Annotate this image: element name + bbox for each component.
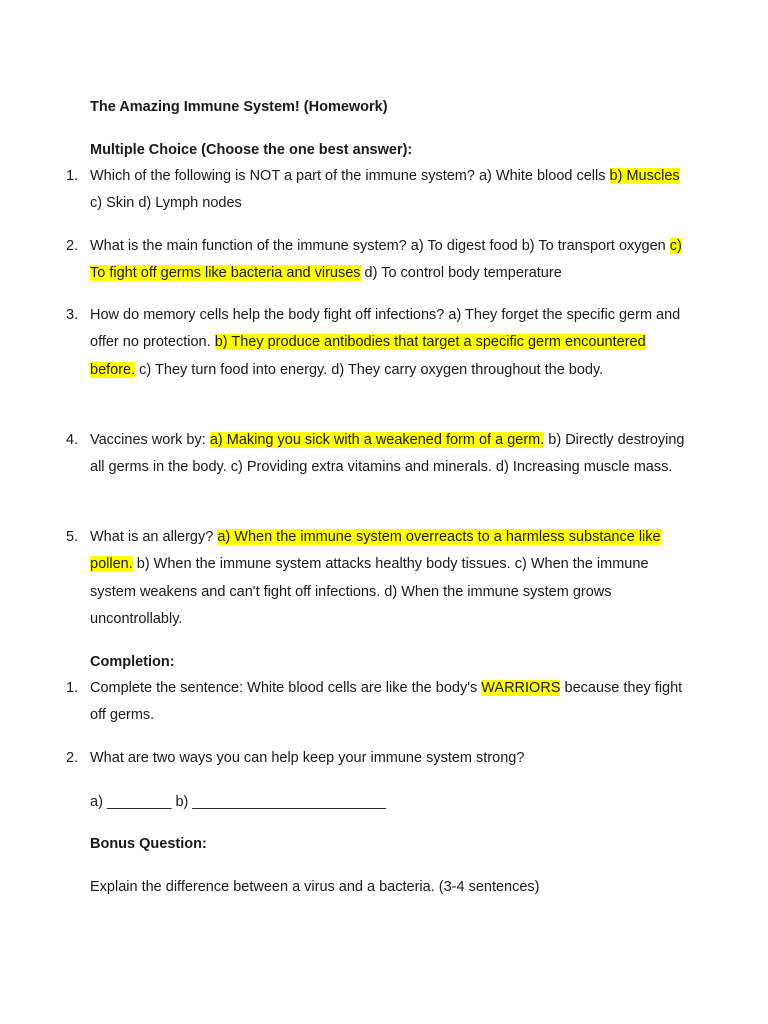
- question-number: 5.: [66, 529, 79, 545]
- highlighted-answer: a) When the immune system overreacts to a harmless substance like pollen.: [90, 529, 661, 573]
- question-text: [90, 427, 686, 482]
- question-number: 3.: [66, 307, 79, 323]
- question-number: 2.: [66, 238, 79, 254]
- highlighted-answer: WARRIORS: [481, 680, 561, 696]
- question-text-part: Which of the following is NOT a part of the immune system? a) White blood cells: [90, 168, 610, 184]
- question-text-part: c) Skin d) Lymph nodes: [90, 195, 242, 212]
- question-text-part: What are two ways you can help keep your immune system strong?: [90, 750, 525, 766]
- multiple-choice-heading: Multiple Choice (Choose the one best answer):: [90, 142, 413, 158]
- question-text: [90, 302, 686, 384]
- question-text: [90, 524, 686, 633]
- question-text-part: b) When the immune system attacks healthy body tissues. c) When the immune system weakens and can't fight off infections. d) When the immune system grows uncontrollably.: [90, 556, 649, 627]
- question-number: 4.: [66, 432, 79, 448]
- highlighted-answer: a) Making you sick with a weakened form of a germ.: [209, 432, 545, 448]
- bonus-heading: Bonus Question:: [90, 836, 207, 852]
- question-text: [90, 163, 686, 218]
- answer-blank-line: a) ________ b) ________________________: [90, 794, 386, 810]
- question-text-part: c) They turn food into energy. d) They carry oxygen throughout the body.: [135, 361, 604, 378]
- completion-heading: Completion:: [90, 654, 175, 670]
- highlighted-answer: c) To fight off germs like bacteria and viruses: [90, 238, 682, 282]
- question-number: 2.: [66, 750, 79, 766]
- highlighted-answer: b) Muscles: [609, 168, 680, 184]
- question-text-part: d) To control body temperature: [360, 265, 562, 282]
- bonus-question-text: Explain the difference between a virus and a bacteria. (3-4 sentences): [90, 879, 540, 895]
- question-text-part: b) Directly destroying all germs in the body. c) Providing extra vitamins and minerals. d) Increasing muscle mass.: [90, 432, 685, 476]
- document-title: The Amazing Immune System! (Homework): [90, 99, 388, 115]
- question-text-part: because they fight off germs.: [90, 680, 683, 724]
- highlighted-answer: b) They produce antibodies that target a specific germ encountered before.: [90, 334, 646, 378]
- question-text-part: What is an allergy?: [90, 529, 218, 545]
- question-text: [90, 675, 686, 730]
- question-text-part: Complete the sentence: White blood cells are like the body's: [90, 680, 482, 696]
- question-text-part: How do memory cells help the body fight off infections? a) They forget the specific germ and offer no protection.: [90, 307, 681, 351]
- question-text-part: Vaccines work by:: [90, 432, 210, 448]
- question-text-part: What is the main function of the immune system? a) To digest food b) To transport oxygen: [90, 238, 670, 254]
- question-number: 1.: [66, 680, 79, 696]
- question-text: [90, 745, 686, 772]
- question-text: [90, 233, 686, 288]
- question-number: 1.: [66, 168, 79, 184]
